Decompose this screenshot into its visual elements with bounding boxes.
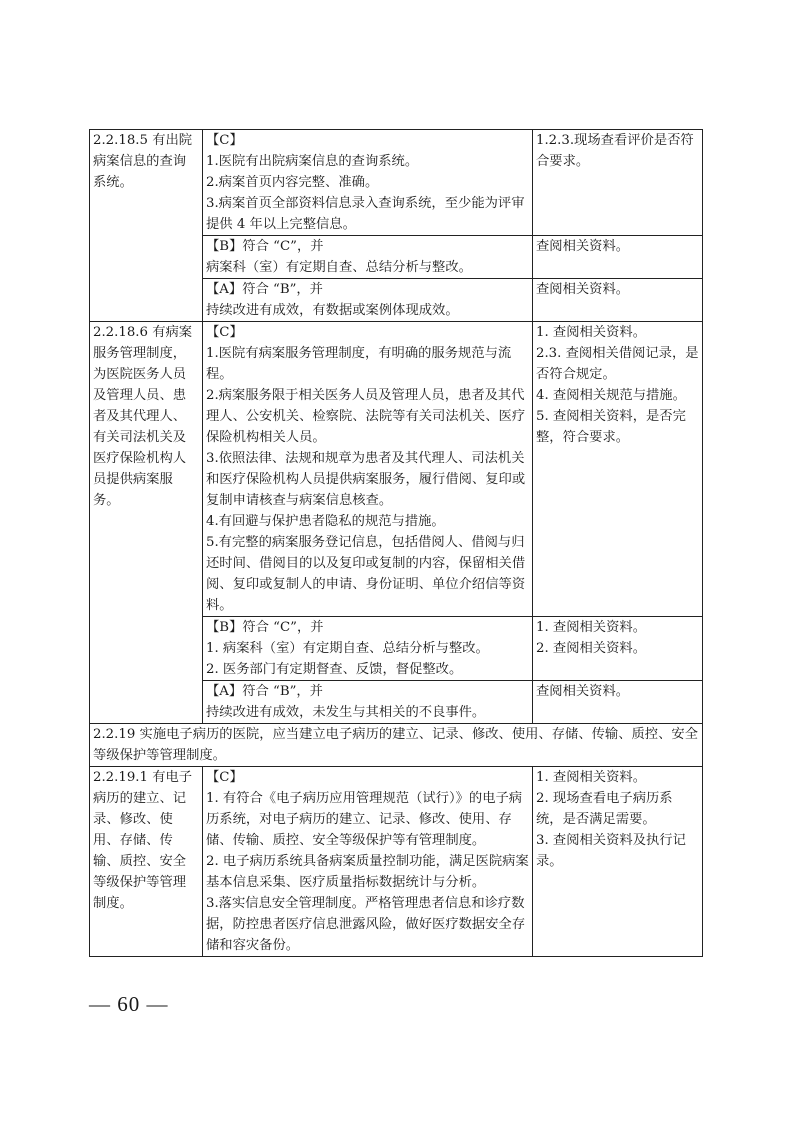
criteria-line: 1.医院有出院病案信息的查询系统。: [206, 154, 419, 169]
standards-document: [89, 129, 702, 957]
criteria-line: 持续改进有成效，有数据或案例体现成效。: [206, 303, 459, 318]
method-line: 查阅相关资料。: [536, 239, 630, 254]
criteria-line: 3.依照法律、法规和规章为患者及其代理人、司法机关和医疗保险机构人员提供病案服务，履行借阅、复印或复制申请核查与病案信息核查。: [206, 451, 526, 508]
criteria-line: 持续改进有成效，未发生与其相关的不良事件。: [206, 705, 486, 720]
level-heading: 【A】符合 “B”，并: [206, 282, 323, 297]
item-cell: [90, 130, 203, 322]
method-cell: [533, 130, 703, 236]
level-heading: 【C】: [206, 325, 243, 340]
level-heading: 【B】符合 “C”，并: [206, 239, 324, 254]
level-heading: 【B】符合 “C”，并: [206, 620, 324, 635]
level-heading: 【C】: [206, 770, 243, 785]
item-text: 2.2.19.1 有电子病历的建立、记录、修改、使用、存储、传输、质控、安全等级保护等管理制度。: [93, 770, 193, 911]
method-cell: [533, 236, 703, 279]
level-heading: 【C】: [206, 133, 243, 148]
criteria-line: 2. 电子病历系统具备病案质量控制功能，满足医院病案基本信息采集、医疗质量指标数据统计与分析。: [206, 854, 529, 890]
criteria-line: 4.有回避与保护患者隐私的规范与措施。: [206, 514, 445, 529]
criteria-line: 3.落实信息安全管理制度。严格管理患者信息和诊疗数据，防控患者医疗信息泄露风险，做好医疗数据安全存储和容灾备份。: [206, 896, 526, 953]
criteria-line: 5.有完整的病案服务登记信息，包括借阅人、借阅与归还时间、借阅目的以及复印或复制的内容，保留相关借阅、复印或复制人的申请、身份证明、单位介绍信等资料。: [206, 535, 526, 613]
method-line: 2.3. 查阅相关借阅记录，是否符合规定。: [536, 346, 699, 382]
section-heading: [90, 724, 703, 767]
criteria-line: 2.病案服务限于相关医务人员及管理人员，患者及其代理人、公安机关、检察院、法院等有关司法机关、医疗保险机构相关人员。: [206, 388, 526, 445]
method-line: 4. 查阅相关规范与措施。: [536, 388, 686, 403]
criteria-line: 1.医院有病案服务管理制度，有明确的服务规范与流程。: [206, 346, 512, 382]
method-line: 1. 查阅相关资料。: [536, 770, 646, 785]
criteria-line: 2. 医务部门有定期督查、反馈，督促整改。: [206, 662, 463, 677]
level-heading: 【A】符合 “B”，并: [206, 684, 323, 699]
item-text: 2.2.18.6 有病案服务管理制度，为医院医务人员及管理人员、患者及其代理人、有关司法机关及医疗保险机构人员提供病案服务。: [93, 325, 193, 508]
method-line: 查阅相关资料。: [536, 684, 630, 699]
method-cell: [533, 617, 703, 681]
criteria-cell: [203, 767, 533, 957]
criteria-line: 1. 有符合《电子病历应用管理规范（试行）》的电子病历系统，对电子病历的建立、记录、修改、使用、存储、传输、质控、安全等级保护等有管理制度。: [206, 791, 523, 848]
method-cell: [533, 279, 703, 322]
section-row: [90, 724, 703, 767]
item-text: 2.2.18.5 有出院病案信息的查询系统。: [93, 133, 193, 190]
criteria-line: 2.病案首页内容完整、准确。: [206, 175, 379, 190]
method-line: 2. 查阅相关资料。: [536, 641, 646, 656]
page-number: — 60 —: [89, 992, 169, 1016]
method-line: 1. 查阅相关资料。: [536, 620, 646, 635]
criteria-cell: [203, 236, 533, 279]
criteria-line: 病案科（室）有定期自查、总结分析与整改。: [206, 260, 472, 275]
criteria-cell: [203, 322, 533, 617]
method-line: 1. 查阅相关资料。: [536, 325, 646, 340]
item-cell: [90, 767, 203, 957]
method-line: 3. 查阅相关资料及执行记录。: [536, 833, 686, 869]
criteria-cell: [203, 130, 533, 236]
criteria-line: 1. 病案科（室）有定期自查、总结分析与整改。: [206, 641, 489, 656]
standards-table: [89, 129, 703, 957]
criteria-cell: [203, 279, 533, 322]
criteria-cell: [203, 681, 533, 724]
table-row: [90, 130, 703, 236]
method-cell: [533, 681, 703, 724]
table-row: [90, 322, 703, 617]
section-text: 2.2.19 实施电子病历的医院，应当建立电子病历的建立、记录、修改、使用、存储、传输、质控、安全等级保护等管理制度。: [93, 727, 698, 763]
table-row: [90, 767, 703, 957]
method-line: 5. 查阅相关资料，是否完整，符合要求。: [536, 409, 686, 445]
method-cell: [533, 322, 703, 617]
item-cell: [90, 322, 203, 724]
method-line: 1.2.3.现场查看评价是否符合要求。: [536, 133, 694, 169]
criteria-cell: [203, 617, 533, 681]
criteria-line: 3.病案首页全部资料信息录入查询系统，至少能为评审提供 4 年以上完整信息。: [206, 196, 525, 232]
method-line: 2. 现场查看电子病历系统，是否满足需要。: [536, 791, 673, 827]
method-line: 查阅相关资料。: [536, 282, 630, 297]
method-cell: [533, 767, 703, 957]
